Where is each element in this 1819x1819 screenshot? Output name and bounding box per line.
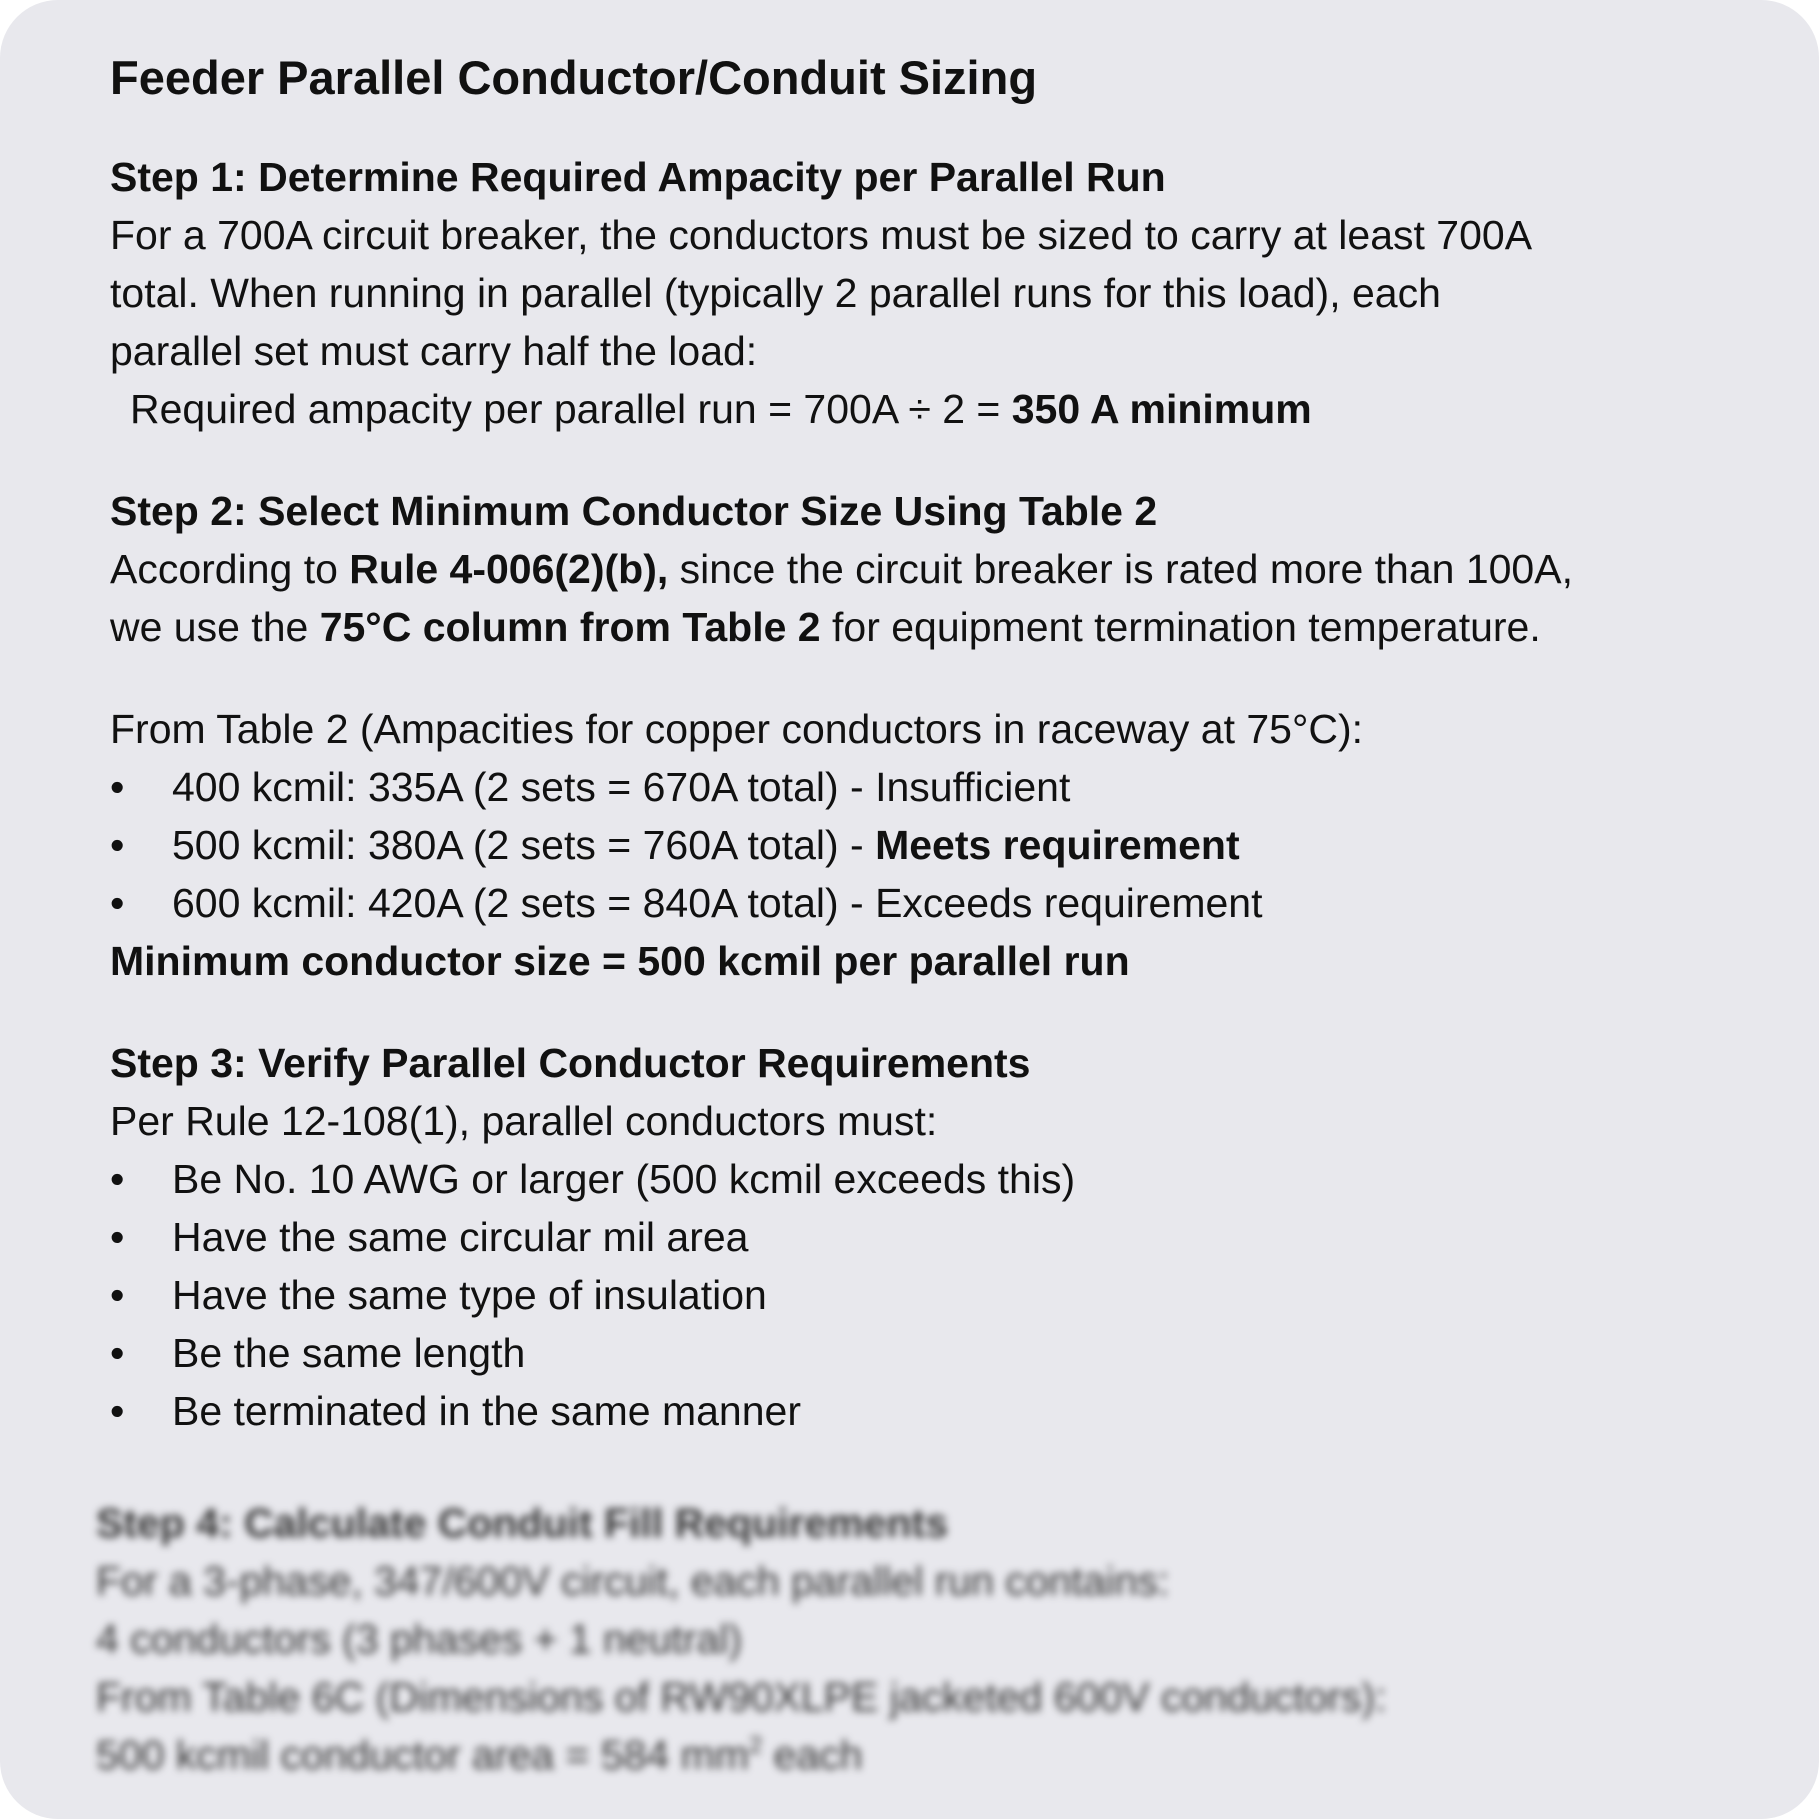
step-1-calc-prefix: Required ampacity per parallel run = 700A ÷ 2 = <box>130 386 1012 432</box>
step-4-line-4 <box>96 1726 1716 1784</box>
step-1-section <box>110 148 1790 438</box>
list-item-text: Have the same circular mil area <box>172 1214 749 1260</box>
list-item <box>110 874 1790 932</box>
step-4-line-2: 4 conductors (3 phases + 1 neutral) <box>96 1616 743 1662</box>
list-item <box>110 1208 1790 1266</box>
list-item-verdict-emphasis: Meets requirement <box>875 822 1240 868</box>
bullet-icon: • <box>110 1272 125 1318</box>
step-4-heading: Step 4: Calculate Conduit Fill Requirements <box>96 1500 949 1546</box>
list-item <box>110 1382 1790 1440</box>
step-1-calculation <box>110 380 1790 438</box>
list-item <box>110 816 1790 874</box>
list-item-text: 500 kcmil: 380A (2 sets = 760A total) - <box>172 822 876 868</box>
list-item-text: 400 kcmil: 335A (2 sets = 670A total) - <box>172 764 876 810</box>
list-item <box>110 1324 1790 1382</box>
list-item-text: Be the same length <box>172 1330 526 1376</box>
list-item-text: Have the same type of insulation <box>172 1272 767 1318</box>
rule-reference: Rule 4-006(2)(b), <box>349 546 669 592</box>
step-4-line-1: For a 3-phase, 347/600V circuit, each parallel run contains: <box>96 1558 1170 1604</box>
bullet-icon: • <box>110 1330 125 1376</box>
step-3-intro: Per Rule 12-108(1), parallel conductors must: <box>110 1098 938 1144</box>
step-3-section <box>110 1034 1790 1440</box>
bullet-icon: • <box>110 1388 125 1434</box>
step-2-conclusion: Minimum conductor size = 500 kcmil per parallel run <box>110 938 1130 984</box>
step-4-text: 500 kcmil conductor area = 584 mm <box>96 1732 749 1778</box>
list-item <box>110 758 1790 816</box>
step-2-text: since the circuit breaker is rated more than 100A, <box>668 546 1573 592</box>
step-2-text: According to <box>110 546 350 592</box>
list-item <box>110 1150 1790 1208</box>
parallel-requirements-list <box>110 1150 1790 1440</box>
bullet-icon: • <box>110 1214 125 1260</box>
step-1-line-1: For a 700A circuit breaker, the conductors must be sized to carry at least 700A <box>110 212 1533 258</box>
step-4-section-blurred <box>96 1494 1716 1784</box>
step-2-line-2 <box>110 598 1790 656</box>
step-1-line-2: total. When running in parallel (typically 2 parallel runs for this load), each <box>110 270 1441 316</box>
list-item-verdict: Exceeds requirement <box>875 880 1263 926</box>
step-2-heading: Step 2: Select Minimum Conductor Size Using Table 2 <box>110 488 1158 534</box>
step-1-line-3: parallel set must carry half the load: <box>110 328 758 374</box>
step-2-text: for equipment termination temperature. <box>820 604 1541 650</box>
bullet-icon: • <box>110 822 125 868</box>
list-item-text: Be No. 10 AWG or larger (500 kcmil exceeds this) <box>172 1156 1076 1202</box>
list-item-text: 600 kcmil: 420A (2 sets = 840A total) - <box>172 880 876 926</box>
list-item <box>110 1266 1790 1324</box>
step-2-section <box>110 482 1790 990</box>
document-body <box>110 46 1790 1440</box>
page-title: Feeder Parallel Conductor/Conduit Sizing <box>110 51 1038 104</box>
bullet-icon: • <box>110 764 125 810</box>
list-item-verdict: Insufficient <box>875 764 1071 810</box>
step-2-text: we use the <box>110 604 320 650</box>
conductor-options-list <box>110 758 1790 932</box>
step-1-heading: Step 1: Determine Required Ampacity per Parallel Run <box>110 154 1166 200</box>
table-column-reference: 75°C column from Table 2 <box>319 604 821 650</box>
step-4-line-3: From Table 6C (Dimensions of RW90XLPE jacketed 600V conductors): <box>96 1674 1387 1720</box>
table-2-intro: From Table 2 (Ampacities for copper conductors in raceway at 75°C): <box>110 706 1364 752</box>
bullet-icon: • <box>110 880 125 926</box>
step-2-line-1 <box>110 540 1790 598</box>
bullet-icon: • <box>110 1156 125 1202</box>
step-3-heading: Step 3: Verify Parallel Conductor Requirements <box>110 1040 1031 1086</box>
step-4-text: each <box>762 1732 863 1778</box>
step-1-calc-result: 350 A minimum <box>1011 386 1312 432</box>
superscript: 2 <box>748 1732 763 1759</box>
list-item-text: Be terminated in the same manner <box>172 1388 801 1434</box>
